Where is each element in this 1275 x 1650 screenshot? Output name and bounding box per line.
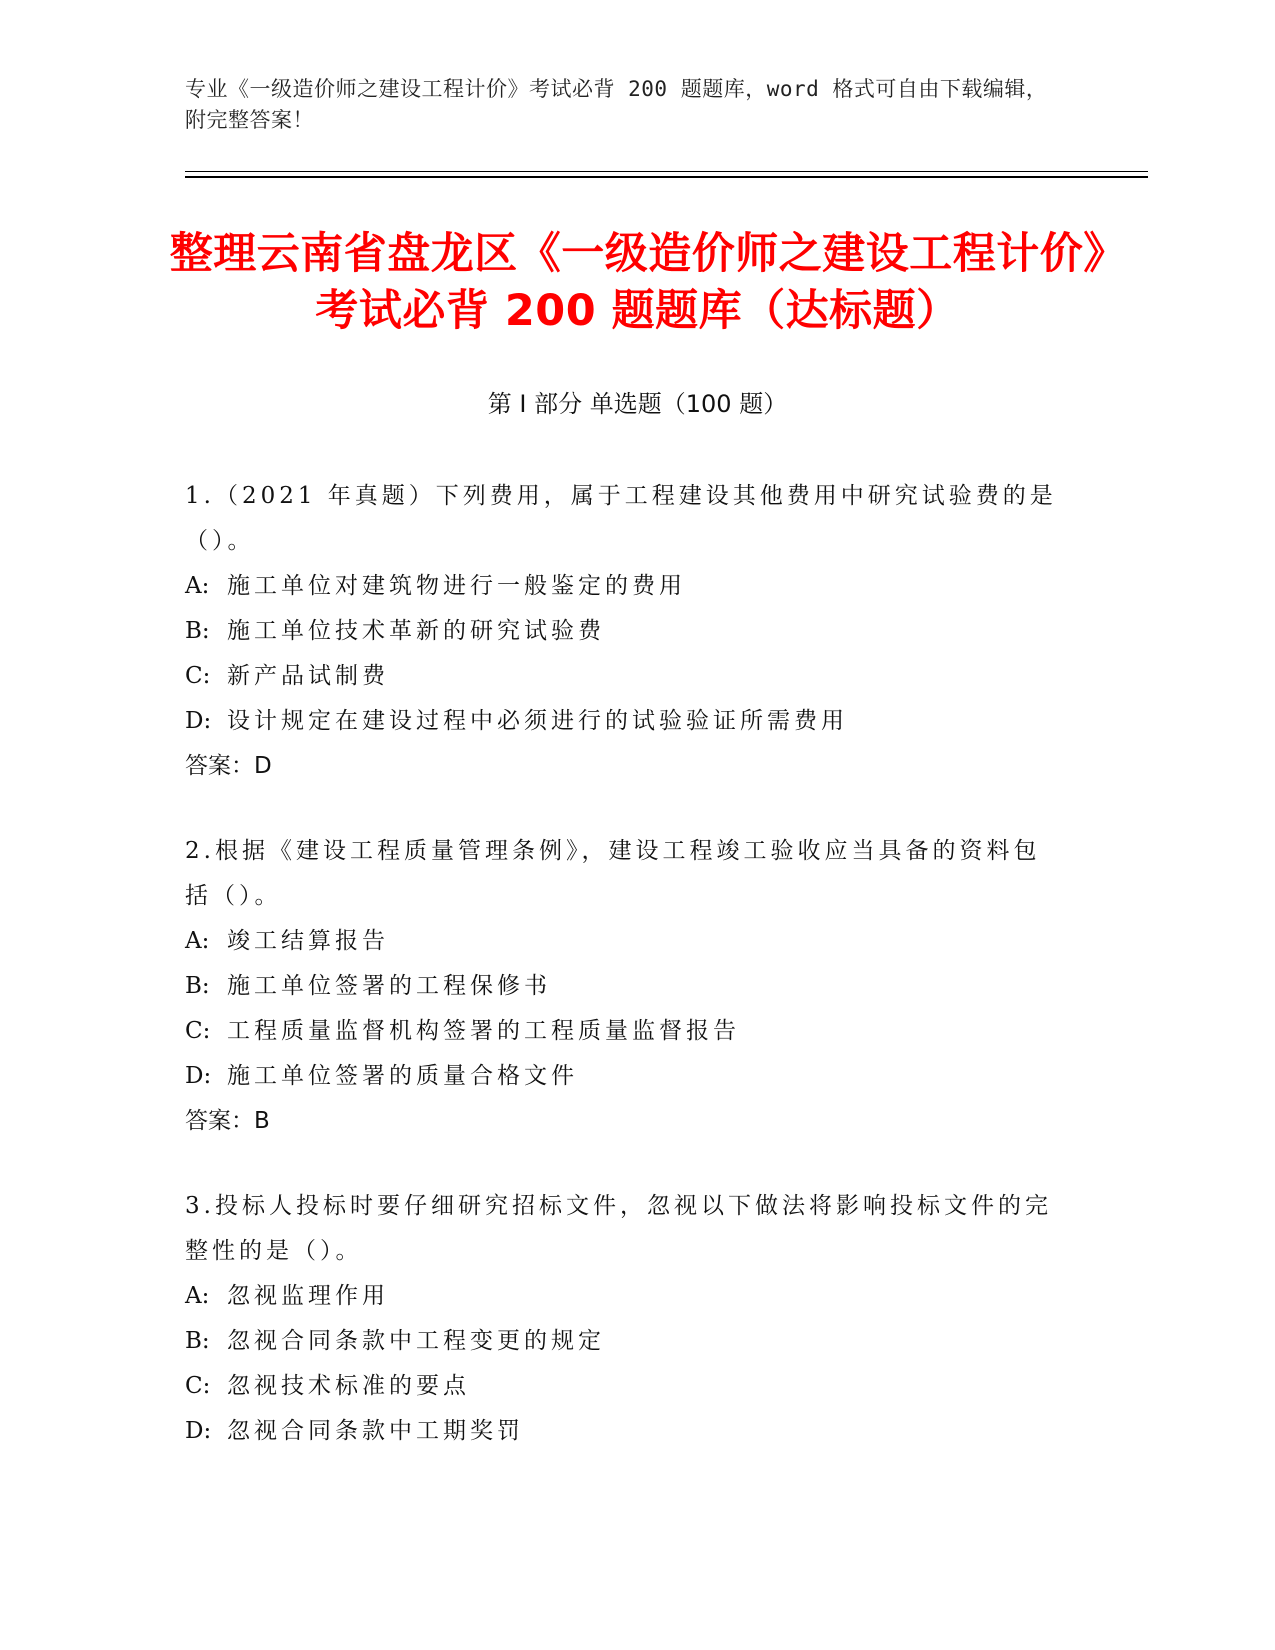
header-rule-bottom [185,176,1148,178]
header-rule-top [185,171,1148,172]
option-letter: A: [185,1283,210,1309]
option-text: 忽视合同条款中工程变更的规定 [227,1328,605,1354]
option-text: 忽视技术标准的要点 [227,1373,470,1399]
question-list [185,474,1065,1494]
option-c [185,1009,1065,1054]
document-title: 整理云南省盘龙区《一级造价师之建设工程计价》考试必背 200 题题库（达标题） [169,229,1106,336]
question-stem: 2.根据《建设工程质量管理条例》，建设工程竣工验收应当具备的资料包括（）。 [185,838,1041,909]
option-letter: C: [185,1018,211,1044]
option-letter: D: [185,708,212,734]
option-text: 竣工结算报告 [227,928,389,954]
question-3 [185,1184,1065,1454]
option-letter: A: [185,573,210,599]
option-text: 施工单位签署的质量合格文件 [227,1063,578,1089]
option-b [185,1319,1065,1364]
option-letter: B: [185,618,210,644]
option-d [185,1054,1065,1099]
option-text: 施工单位技术革新的研究试验费 [227,618,605,644]
option-letter: C: [185,1373,211,1399]
question-stem: 3.投标人投标时要仔细研究招标文件，忽视以下做法将影响投标文件的完整性的是（）。 [185,1193,1052,1264]
option-text: 施工单位对建筑物进行一般鉴定的费用 [227,573,686,599]
option-b [185,964,1065,1009]
option-letter: B: [185,1328,210,1354]
section-title: 第 I 部分 单选题（100 题） [487,390,788,418]
option-text: 施工单位签署的工程保修书 [227,973,551,999]
option-c [185,654,1065,699]
option-text: 新产品试制费 [227,663,389,689]
option-a [185,564,1065,609]
header-note: 专业《一级造价师之建设工程计价》考试必背 200 题题库，word 格式可自由下载编辑，附完整答案！ [185,77,1048,132]
option-d [185,1409,1065,1454]
option-c [185,1364,1065,1409]
option-a [185,1274,1065,1319]
option-letter: B: [185,973,210,999]
option-text: 忽视监理作用 [227,1283,389,1309]
question-stem: 1.（2021 年真题）下列费用，属于工程建设其他费用中研究试验费的是（）。 [185,483,1057,554]
question-2 [185,829,1065,1144]
option-text: 忽视合同条款中工期奖罚 [227,1418,524,1444]
option-a [185,919,1065,964]
question-1 [185,474,1065,789]
option-b [185,609,1065,654]
answer-line: 答案：D [185,753,272,779]
option-letter: D: [185,1418,212,1444]
option-letter: C: [185,663,211,689]
option-letter: D: [185,1063,212,1089]
answer-line: 答案：B [185,1108,270,1134]
option-letter: A: [185,928,210,954]
option-text: 工程质量监督机构签署的工程质量监督报告 [227,1018,740,1044]
option-text: 设计规定在建设过程中必须进行的试验验证所需费用 [227,708,848,734]
option-d [185,699,1065,744]
